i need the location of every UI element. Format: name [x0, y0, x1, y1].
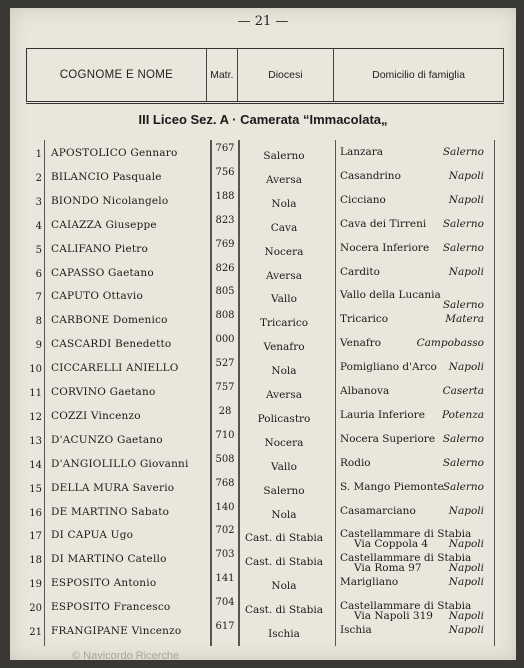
diocesi: Nola: [271, 197, 297, 210]
document-page: [10, 8, 516, 660]
matricola: 508: [215, 453, 235, 465]
provincia: Napoli: [448, 265, 484, 278]
row-number: 13: [29, 435, 42, 447]
table-row: [10, 522, 516, 551]
matricola: 188: [215, 190, 235, 202]
domicilio: Cava dei Tirreni: [340, 217, 427, 230]
diocesi: Cast. di Stabia: [244, 556, 323, 569]
provincia: Salerno: [442, 217, 484, 230]
student-name: BILANCIO Pasquale: [51, 170, 162, 183]
student-name: FRANGIPANE Vincenzo: [51, 625, 182, 637]
diocesi: Policastro: [257, 412, 311, 425]
table-row: [10, 212, 516, 236]
diocesi: Venafro: [263, 341, 305, 354]
student-name: DE MARTINO Sabato: [51, 505, 170, 518]
student-name: DI MARTINO Catello: [51, 553, 167, 566]
matricola: 703: [215, 549, 235, 561]
watermark: © Navicordo Ricerche: [72, 650, 180, 662]
diocesi: Vallo: [271, 460, 297, 473]
domicilio: Castellammare di Stabia: [340, 552, 472, 565]
table-row: [10, 331, 516, 355]
domicilio: Tricarico: [340, 313, 389, 326]
student-name: CICCARELLI ANIELLO: [51, 362, 179, 375]
table-row: [10, 594, 516, 623]
row-number: 10: [29, 364, 42, 376]
matricola: 28: [218, 405, 232, 417]
diocesi: Nola: [271, 365, 297, 378]
provincia: Napoli: [448, 193, 484, 206]
domicilio: Castellammare di Stabia: [340, 528, 472, 541]
student-name: D'ACUNZO Gaetano: [51, 433, 163, 446]
matricola: 805: [215, 286, 235, 298]
student-name: CASCARDI Benedetto: [51, 338, 172, 351]
matricola: 757: [215, 382, 235, 393]
domicilio-street: Via Coppola 4: [354, 538, 429, 551]
domicilio: Nocera Inferiore: [340, 241, 430, 254]
matricola: 141: [215, 573, 235, 585]
provincia: Campobasso: [416, 337, 484, 350]
page-number: — 21 —: [237, 14, 289, 29]
table-row: [10, 475, 516, 499]
diocesi: Cava: [270, 221, 298, 234]
diocesi: Salerno: [263, 484, 305, 497]
provincia: Salerno: [442, 146, 484, 158]
student-name: D'ANGIOLILLO Giovanni: [51, 457, 189, 470]
student-name: CAIAZZA Giuseppe: [51, 218, 157, 231]
provincia: Salerno: [442, 241, 484, 254]
provincia: Potenza: [442, 408, 484, 421]
matricola: 140: [215, 501, 235, 513]
domicilio: Cicciano: [340, 193, 386, 206]
row-number: 1: [35, 149, 42, 160]
table-row: [10, 546, 516, 575]
student-name: CAPUTO Ottavio: [51, 290, 144, 303]
row-number: 8: [35, 316, 42, 328]
diocesi: Nola: [271, 580, 297, 593]
header-matr: Matr.: [206, 49, 237, 101]
header-domicilio: Domicilio di famiglia: [333, 49, 504, 101]
row-number: 20: [29, 603, 42, 615]
domicilio: Lanzara: [340, 146, 384, 158]
table-row: [10, 236, 516, 260]
row-number: 19: [29, 579, 42, 591]
provincia: Napoli: [448, 610, 484, 623]
diocesi: Aversa: [266, 269, 302, 282]
student-name: CARBONE Domenico: [51, 314, 168, 327]
provincia: Napoli: [448, 624, 484, 636]
diocesi: Nocera: [264, 436, 304, 449]
diocesi: Salerno: [263, 150, 305, 162]
provincia: Napoli: [448, 504, 484, 517]
matricola: 000: [215, 334, 235, 346]
row-number: 12: [29, 411, 42, 423]
student-name: ESPOSITO Francesco: [51, 601, 171, 614]
table-row: [10, 188, 516, 212]
table-row: [10, 570, 516, 594]
diocesi: Ischia: [268, 628, 300, 640]
provincia: Salerno: [442, 432, 484, 445]
table-row: [10, 379, 516, 403]
table-row: [10, 427, 516, 451]
domicilio: Pomigliano d'Arco: [340, 361, 437, 374]
diocesi: Nocera: [264, 245, 304, 258]
diocesi: Cast. di Stabia: [244, 532, 323, 545]
table-row: [10, 499, 516, 523]
domicilio: Castellammare di Stabia: [340, 600, 472, 613]
table-row: [10, 451, 516, 475]
domicilio: Rodio: [340, 456, 371, 469]
provincia: Napoli: [448, 169, 484, 182]
row-number: 18: [29, 555, 42, 567]
diocesi: Nola: [271, 508, 297, 521]
provincia: Salerno: [442, 480, 484, 493]
row-number: 7: [35, 292, 42, 304]
matricola: 710: [215, 429, 235, 441]
table-row: [10, 307, 516, 331]
matricola: 704: [215, 597, 235, 609]
row-number: 14: [29, 459, 42, 471]
provincia: Caserta: [442, 385, 484, 397]
student-name: CALIFANO Pietro: [51, 242, 149, 255]
domicilio: Albanova: [340, 385, 390, 397]
header-name: COGNOME E NOME: [26, 49, 206, 101]
matricola: 769: [215, 238, 235, 250]
row-number: 3: [35, 196, 42, 208]
student-name: APOSTOLICO Gennaro: [51, 147, 178, 159]
provincia: Salerno: [442, 299, 484, 312]
row-number: 16: [29, 507, 42, 519]
row-number: 6: [35, 268, 42, 280]
domicilio: S. Mango Piemonte: [340, 480, 444, 493]
student-name: DELLA MURA Saverio: [51, 481, 175, 494]
domicilio: Marigliano: [340, 576, 399, 589]
table-row: [10, 164, 516, 188]
row-number: 2: [35, 172, 42, 184]
provincia: Napoli: [448, 538, 484, 551]
student-name: COZZI Vincenzo: [51, 409, 141, 422]
domicilio: Casamarciano: [340, 504, 416, 517]
student-name: BIONDO Nicolangelo: [51, 194, 169, 207]
student-name: CORVINO Gaetano: [51, 386, 156, 398]
matricola: 826: [215, 262, 235, 274]
domicilio: Vallo della Lucania: [340, 289, 441, 302]
domicilio: Cardito: [340, 265, 380, 278]
provincia: Salerno: [442, 456, 484, 469]
diocesi: Tricarico: [259, 317, 309, 330]
matricola: 808: [215, 310, 235, 322]
provincia: Napoli: [448, 576, 484, 589]
provincia: Napoli: [448, 562, 484, 575]
matricola: 702: [215, 525, 235, 537]
domicilio: Lauria Inferiore: [340, 408, 425, 421]
table-row: [10, 260, 516, 284]
matricola: 527: [215, 358, 235, 370]
domicilio: Venafro: [340, 337, 382, 350]
table-row: [10, 140, 516, 164]
diocesi: Vallo: [271, 293, 297, 306]
domicilio: Casandrino: [340, 169, 401, 182]
table-header: [26, 48, 504, 104]
diocesi: Cast. di Stabia: [244, 604, 323, 617]
student-name: DI CAPUA Ugo: [51, 529, 134, 542]
domicilio-street: Via Napoli 319: [354, 610, 433, 623]
matricola: 617: [215, 621, 235, 632]
row-number: 21: [29, 627, 42, 638]
student-name: ESPOSITO Antonio: [51, 577, 157, 590]
row-number: 11: [29, 388, 42, 399]
section-title: III Liceo Sez. A · Camerata “Immacolata„: [138, 112, 388, 127]
table-row: [10, 283, 516, 312]
provincia: Matera: [445, 313, 484, 326]
diocesi: Aversa: [266, 173, 302, 186]
row-number: 17: [29, 531, 42, 543]
domicilio: Ischia: [340, 624, 372, 636]
row-number: 15: [29, 483, 42, 495]
row-number: 4: [35, 220, 42, 232]
diocesi: Aversa: [266, 389, 302, 401]
matricola: 756: [215, 166, 235, 178]
row-number: 5: [35, 244, 42, 256]
row-number: 9: [35, 340, 42, 352]
provincia: Napoli: [448, 361, 484, 374]
domicilio-street: Via Roma 97: [354, 562, 422, 575]
domicilio: Nocera Superiore: [340, 432, 436, 445]
student-name: CAPASSO Gaetano: [51, 266, 154, 279]
matricola: 823: [215, 214, 235, 226]
header-diocesi: Diocesi: [237, 49, 333, 101]
table-row: [10, 618, 516, 642]
matricola: 767: [215, 143, 235, 154]
table-row: [10, 355, 516, 379]
matricola: 768: [215, 477, 235, 489]
table-row: [10, 403, 516, 427]
